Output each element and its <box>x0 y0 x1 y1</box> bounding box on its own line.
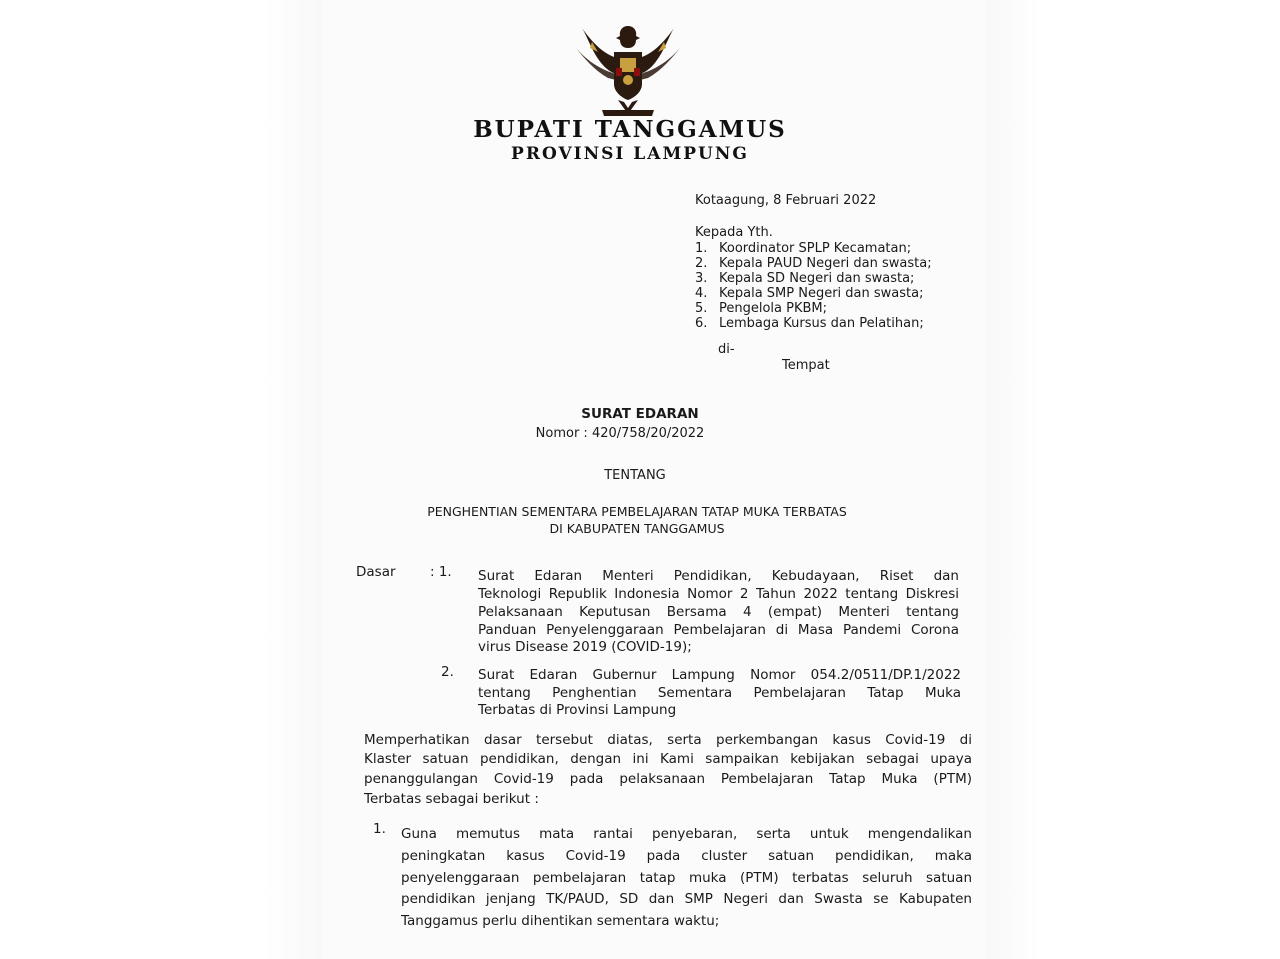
addressee-list <box>695 241 932 331</box>
letterhead-title: BUPATI TANGGAMUS <box>473 116 787 143</box>
circular-title: SURAT EDARAN <box>581 406 699 422</box>
scan-margin-left <box>0 0 330 959</box>
place-date: Kotaagung, 8 Februari 2022 <box>695 193 877 208</box>
policy-line: peningkatan kasus Covid-19 pada cluster satuan pendidikan, maka <box>401 848 972 864</box>
basis-item-1-line: Pelaksanaan Keputusan Bersama 4 (empat) Menteri tentang <box>478 604 959 620</box>
policy-line: Tanggamus perlu dihentikan sementara waktu; <box>401 913 720 929</box>
subject-line-1: PENGHENTIAN SEMENTARA PEMBELAJARAN TATAP MUKA TERBATAS <box>427 504 847 519</box>
considering-line: Klaster satuan pendidikan, dengan ini Kami sampaikan kebijakan sebagai upaya <box>364 751 972 767</box>
letterhead-subtitle: PROVINSI LAMPUNG <box>511 144 749 164</box>
considering-line: Terbatas sebagai berikut : <box>364 791 539 807</box>
policy-number: 1. <box>373 821 386 837</box>
basis-item-2-line: tentang Penghentian Sementara Pembelajaran Tatap Muka <box>478 685 961 701</box>
policy-line: penyelenggaraan pembelajaran tatap muka (PTM) terbatas seluruh satuan <box>401 870 972 886</box>
basis-item-1-line: virus Disease 2019 (COVID-19); <box>478 639 692 655</box>
basis-item-2-line: Terbatas di Provinsi Lampung <box>478 702 677 718</box>
garuda-emblem-icon <box>572 18 684 120</box>
addressee-di: di- <box>718 342 735 357</box>
scan-margin-right <box>980 0 1280 959</box>
subject-line-2: DI KABUPATEN TANGGAMUS <box>549 521 725 536</box>
list-item: 5. Pengelola PKBM; <box>695 301 828 316</box>
addressee-tempat: Tempat <box>782 358 830 373</box>
circular-number: Nomor : 420/758/20/2022 <box>535 426 705 441</box>
circular-tentang: TENTANG <box>604 468 666 483</box>
addressee-intro: Kepada Yth. <box>695 225 773 240</box>
basis-item-1-number: : 1. <box>430 564 452 580</box>
policy-line: Guna memutus mata rantai penyebaran, serta untuk mengendalikan <box>401 826 972 842</box>
basis-item-1-line: Panduan Penyelenggaraan Pembelajaran di Masa Pandemi Corona <box>478 622 959 638</box>
basis-label: Dasar <box>356 564 396 580</box>
basis-item-1-line: Surat Edaran Menteri Pendidikan, Kebudayaan, Riset dan <box>478 568 959 584</box>
basis-item-2-line: Surat Edaran Gubernur Lampung Nomor 054.2/0511/DP.1/2022 <box>478 667 961 683</box>
basis-item-1-line: Teknologi Republik Indonesia Nomor 2 Tahun 2022 tentang Diskresi <box>478 586 959 602</box>
policy-line: pendidikan jenjang TK/PAUD, SD dan SMP Negeri dan Swasta se Kabupaten <box>401 891 972 907</box>
list-item: 6. Lembaga Kursus dan Pelatihan; <box>695 316 924 331</box>
list-item: 3. Kepala SD Negeri dan swasta; <box>695 271 915 286</box>
basis-item-2-number: 2. <box>441 664 454 680</box>
list-item: 1. Koordinator SPLP Kecamatan; <box>695 241 912 256</box>
considering-line: Memperhatikan dasar tersebut diatas, serta perkembangan kasus Covid-19 di <box>364 732 972 748</box>
considering-line: penanggulangan Covid-19 pada pelaksanaan Pembelajaran Tatap Muka (PTM) <box>364 771 972 787</box>
list-item: 4. Kepala SMP Negeri dan swasta; <box>695 286 924 301</box>
list-item: 2. Kepala PAUD Negeri dan swasta; <box>695 256 932 271</box>
